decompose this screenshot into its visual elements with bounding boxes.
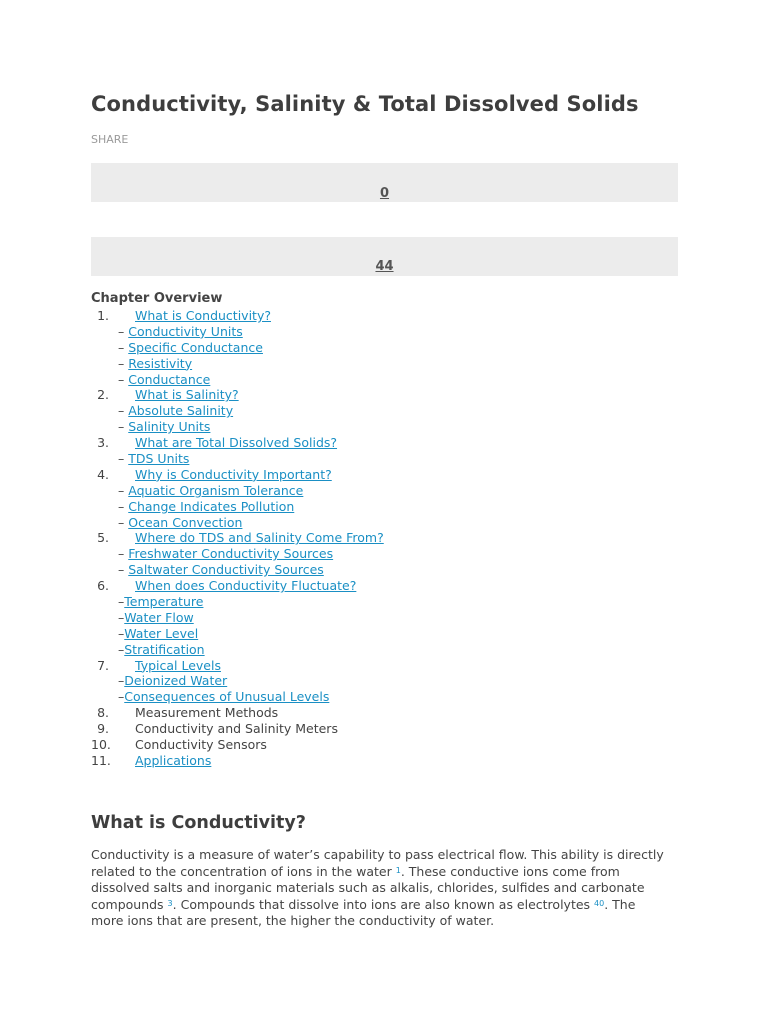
share-count-link[interactable]: 44 (375, 259, 394, 274)
toc-link: Conductivity Sensors (135, 737, 267, 753)
toc-link: Measurement Methods (135, 705, 279, 721)
dash-bullet: – (118, 371, 125, 387)
toc-item-number: 10. (91, 737, 111, 753)
toc-subitem (91, 610, 678, 626)
dash-bullet: – (118, 546, 125, 562)
toc-item (91, 308, 678, 324)
toc-sublink[interactable]: Conductivity Units (128, 323, 243, 339)
toc-link[interactable]: Typical Levels (135, 657, 221, 673)
toc-subitem (91, 356, 678, 372)
toc-sublink[interactable]: Consequences of Unusual Levels (124, 689, 330, 705)
toc-item-number: 2. (97, 387, 109, 403)
share-label: SHARE (91, 133, 129, 146)
toc-item (91, 705, 678, 721)
toc-subitem (91, 689, 678, 705)
dash-bullet: – (118, 594, 125, 610)
toc-subitem (91, 403, 678, 419)
toc-subitem (91, 340, 678, 356)
toc-subitem (91, 324, 678, 340)
toc-link: Conductivity and Salinity Meters (135, 721, 338, 737)
toc-sublink[interactable]: Change Indicates Pollution (128, 498, 295, 514)
toc-sublink[interactable]: Ocean Convection (128, 514, 243, 530)
dash-bullet: – (118, 689, 125, 705)
toc-sublink[interactable]: Saltwater Conductivity Sources (128, 562, 324, 578)
toc-link[interactable]: When does Conductivity Fluctuate? (135, 578, 357, 594)
toc-link[interactable]: What is Conductivity? (135, 308, 271, 323)
dash-bullet: – (118, 482, 125, 498)
toc-sublink[interactable]: Water Flow (124, 609, 194, 625)
toc-item (91, 530, 678, 546)
dash-bullet: – (118, 451, 125, 467)
toc-subitem (91, 594, 678, 610)
share-count-link[interactable]: 0 (379, 186, 390, 201)
toc-subitem (91, 515, 678, 531)
dash-bullet: – (118, 625, 125, 641)
dash-bullet: – (118, 355, 125, 371)
table-of-contents (91, 308, 678, 769)
dash-bullet: – (118, 562, 125, 578)
dash-bullet: – (118, 403, 125, 419)
toc-subitem (91, 562, 678, 578)
toc-item (91, 737, 678, 753)
toc-item (91, 753, 678, 769)
share-count-box (91, 163, 678, 202)
dash-bullet: – (118, 498, 125, 514)
toc-link[interactable]: What are Total Dissolved Solids? (135, 435, 338, 451)
toc-item-number: 4. (97, 466, 109, 482)
toc-subitem (91, 483, 678, 499)
citation-ref[interactable]: 40 (594, 899, 605, 908)
toc-item-number: 8. (97, 705, 109, 721)
dash-bullet: – (118, 514, 125, 530)
dash-bullet: – (118, 419, 125, 435)
toc-subitem (91, 372, 678, 388)
toc-subitem (91, 419, 678, 435)
toc-sublink[interactable]: Absolute Salinity (128, 403, 234, 419)
toc-sublink[interactable]: Conductance (128, 371, 211, 387)
toc-item (91, 467, 678, 483)
toc-subitem (91, 546, 678, 562)
toc-item-number: 11. (91, 752, 111, 768)
toc-sublink[interactable]: Water Level (124, 625, 199, 641)
dash-bullet: – (118, 339, 125, 355)
toc-link[interactable]: Applications (135, 752, 212, 768)
toc-item (91, 721, 678, 737)
toc-subitem (91, 642, 678, 658)
toc-subitem (91, 499, 678, 515)
toc-sublink[interactable]: Temperature (124, 594, 204, 610)
toc-subitem (91, 673, 678, 689)
toc-link[interactable]: What is Salinity? (135, 387, 239, 403)
share-count-box (91, 237, 678, 276)
dash-bullet: – (118, 609, 125, 625)
toc-item-number: 6. (97, 578, 109, 594)
toc-sublink[interactable]: Aquatic Organism Tolerance (128, 482, 304, 498)
toc-item (91, 387, 678, 403)
toc-item-number: 1. (97, 308, 109, 323)
toc-sublink[interactable]: Specific Conductance (128, 339, 263, 355)
dash-bullet: – (118, 323, 125, 339)
toc-sublink[interactable]: Stratification (124, 641, 205, 657)
toc-item-number: 3. (97, 435, 109, 451)
citation-ref[interactable]: 3 (167, 899, 173, 908)
toc-link[interactable]: Why is Conductivity Important? (135, 466, 332, 482)
page-title: Conductivity, Salinity & Total Dissolved Solids (91, 92, 639, 116)
toc-item (91, 658, 678, 674)
toc-item-number: 9. (97, 721, 109, 737)
section-heading: What is Conductivity? (91, 813, 306, 833)
toc-link[interactable]: Where do TDS and Salinity Come From? (135, 530, 384, 546)
toc-sublink[interactable]: Freshwater Conductivity Sources (128, 546, 334, 562)
toc-sublink[interactable]: Salinity Units (128, 419, 211, 435)
section-paragraph: Conductivity is a measure of water’s capability to pass electrical flow. This ability is directly related to the concentration of ions in the water $^1$. These conductive ions come from dissolved salts and inorganic materials such as alkalis, chlorides, sulfides and carbonate compounds $^3$. Compounds that dissolve into ions are also known as electrolytes $^{40}$. The more ions that are present, the higher the conductivity of water. (91, 847, 664, 928)
toc-sublink[interactable]: Deionized Water (124, 673, 228, 689)
toc-subitem (91, 626, 678, 642)
toc-subitem (91, 451, 678, 467)
dash-bullet: – (118, 673, 125, 689)
toc-sublink[interactable]: Resistivity (128, 355, 193, 371)
toc-sublink[interactable]: TDS Units (128, 451, 190, 467)
toc-item (91, 435, 678, 451)
toc-item-number: 5. (97, 530, 109, 546)
chapter-overview-title: Chapter Overview (91, 291, 223, 306)
toc-item-number: 7. (97, 657, 109, 673)
citation-ref[interactable]: 1 (395, 866, 401, 875)
dash-bullet: – (118, 641, 125, 657)
toc-item (91, 578, 678, 594)
